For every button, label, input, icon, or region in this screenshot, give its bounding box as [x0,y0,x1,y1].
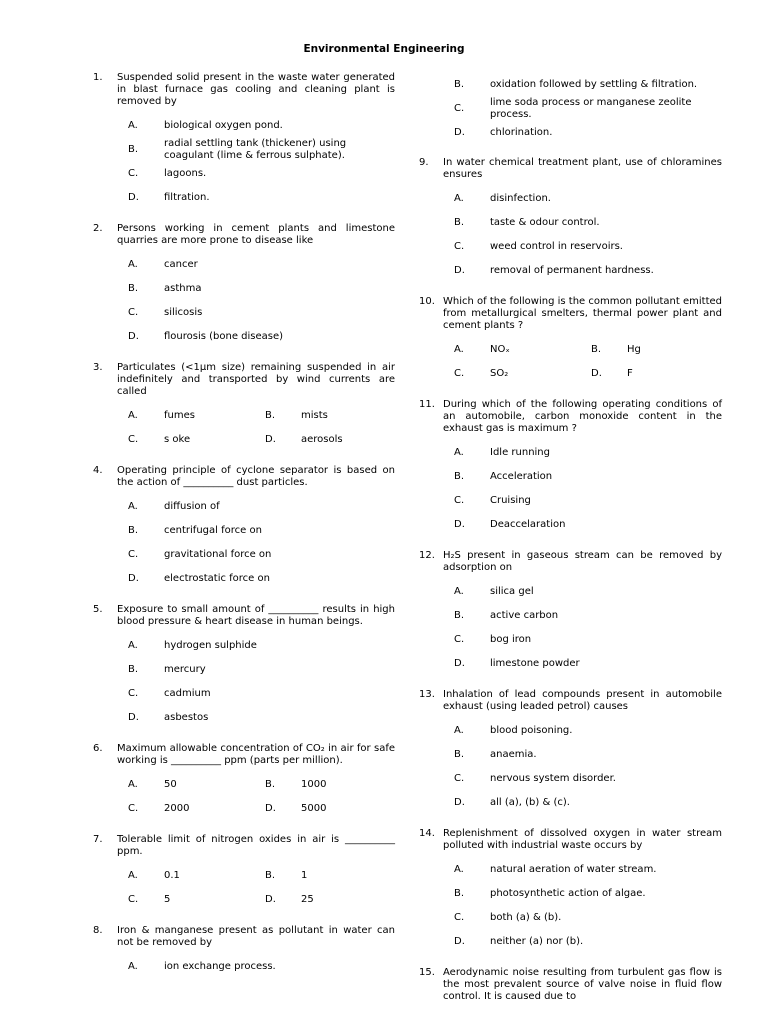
option-letter: D. [265,894,276,905]
question-text: During which of the following operating conditions of an automobile, carbon monoxide content in the exhaust gas is maximum ? [443,399,722,434]
question-stem [419,157,722,181]
option-letter: D. [454,797,465,808]
option-letter: A. [128,961,138,972]
question-text: Tolerable limit of nitrogen oxides in air is __________ ppm. [117,834,395,857]
option-letter: D. [454,658,465,669]
options-list [128,404,395,452]
option-text: Deaccelaration [490,519,566,530]
option-letter: D. [265,803,276,814]
option-letter: A. [454,586,464,597]
question-11 [419,399,722,537]
option-text: active carbon [490,610,559,621]
option-d [454,259,722,283]
options-list [454,719,722,815]
question-6 [93,743,395,821]
option-a [128,253,395,277]
question-number: 13. [419,689,435,700]
option-b [265,404,395,428]
option-letter: D. [454,265,465,276]
option-text: weed control in reservoirs. [490,241,623,252]
option-letter: C. [454,773,465,784]
option-b [128,277,395,301]
question-stem [419,296,722,332]
option-text: asbestos [164,712,209,723]
option-d [128,567,395,591]
question-text: In water chemical treatment plant, use of chloramines ensures [443,157,722,180]
option-a [128,955,395,979]
option-letter: B. [454,217,465,228]
option-text: cadmium [164,688,211,699]
option-text: diffusion of [164,501,220,512]
option-d [128,325,395,349]
option-letter: A. [454,725,464,736]
question-stem [93,465,395,489]
option-text: 2000 [164,803,190,814]
question-number: 12. [419,550,435,561]
option-c [454,628,722,652]
right-column [419,73,722,1016]
option-letter: C. [454,495,465,506]
question-stem [419,550,722,574]
question-text: Persons working in cement plants and limestone quarries are more prone to disease like [117,223,395,246]
option-text: centrifugal force on [164,525,262,536]
options-list [128,634,395,730]
option-text: removal of permanent hardness. [490,265,654,276]
page-title: Environmental Engineering [303,43,465,55]
option-a [454,338,591,362]
option-letter: B. [591,344,602,355]
option-letter: B. [454,79,465,90]
option-d [454,791,722,815]
option-text: all (a), (b) & (c). [490,797,570,808]
option-text: NOₓ [490,344,510,355]
option-b [128,138,395,162]
option-c [128,301,395,325]
option-text: nervous system disorder. [490,773,616,784]
question-text: Which of the following is the common pollutant emitted from metallurgical smelters, thermal power plant and cement plants ? [443,296,722,331]
option-text: 1 [301,870,308,881]
option-letter: B. [265,779,276,790]
question-3 [93,362,395,452]
option-text: both (a) & (b). [490,912,562,923]
option-text: mists [301,410,328,421]
option-letter: C. [128,549,139,560]
question-text: Particulates (<1μm size) remaining suspended in air indefinitely and transported by wind currents are called [117,362,395,397]
option-letter: A. [128,410,138,421]
question-stem [93,72,395,108]
option-letter: D. [454,127,465,138]
options-list [454,580,722,676]
option-text: neither (a) nor (b). [490,936,584,947]
option-letter: A. [454,344,464,355]
option-text: Hg [627,344,641,355]
option-c [454,906,722,930]
option-text: F [627,368,633,379]
option-a [128,773,265,797]
option-letter: A. [128,640,138,651]
question-text: Inhalation of lead compounds present in automobile exhaust (using leaded petrol) causes [443,689,722,712]
question-stem [93,834,395,858]
option-text: oxidation followed by settling & filtration. [490,79,698,90]
question-15 [419,967,722,1003]
option-letter: B. [128,144,139,155]
options-list [454,858,722,954]
question-stem [419,967,722,1003]
question-stem [93,604,395,628]
option-b [454,882,722,906]
option-a [454,187,722,211]
option-c [128,428,265,452]
option-text: flourosis (bone disease) [164,331,284,342]
option-a [454,719,722,743]
option-letter: A. [128,870,138,881]
option-letter: D. [454,936,465,947]
question-8 [93,925,395,979]
question-text: Operating principle of cyclone separator is based on the action of __________ dust particles. [117,465,395,488]
option-b [128,519,395,543]
option-b [128,658,395,682]
option-b [265,864,395,888]
option-letter: C. [128,307,139,318]
option-b [454,211,722,235]
question-number: 15. [419,967,435,978]
option-a [454,580,722,604]
option-d [454,930,722,954]
option-letter: A. [454,193,464,204]
option-b [265,773,395,797]
option-c [454,489,722,513]
question-text: H₂S present in gaseous stream can be removed by adsorption on [443,550,722,573]
option-text: radial settling tank (thickener) using coagulant (lime & ferrous sulphate). [164,138,347,161]
option-b [454,73,722,97]
option-d [265,888,395,912]
option-text: anaemia. [490,749,537,760]
question-stem [93,223,395,247]
question-number: 6. [93,743,103,754]
option-text: 25 [301,894,314,905]
option-letter: C. [128,688,139,699]
question-number: 4. [93,465,103,476]
option-letter: A. [454,864,464,875]
option-d [128,706,395,730]
option-d [454,121,722,145]
options-list [454,187,722,283]
option-letter: A. [128,259,138,270]
option-text: bog iron [490,634,532,645]
question-8-continued-options [454,73,722,145]
option-text: Idle running [490,447,550,458]
option-b [591,338,722,362]
option-letter: C. [454,241,465,252]
option-letter: A. [128,779,138,790]
option-a [454,441,722,465]
option-text: 5 [164,894,171,905]
option-d [454,652,722,676]
options-list [128,114,395,210]
question-number: 8. [93,925,103,936]
option-letter: B. [454,610,465,621]
option-text: electrostatic force on [164,573,270,584]
option-text: filtration. [164,192,210,203]
option-letter: A. [128,501,138,512]
option-a [128,864,265,888]
question-5 [93,604,395,730]
option-text: aerosols [301,434,343,445]
option-c [454,767,722,791]
option-letter: B. [265,410,276,421]
option-letter: B. [454,888,465,899]
options-list [128,955,395,979]
option-text: SO₂ [490,368,509,379]
option-letter: D. [454,519,465,530]
question-7 [93,834,395,912]
question-2 [93,223,395,349]
option-text: cancer [164,259,198,270]
option-text: limestone powder [490,658,580,669]
option-text: taste & odour control. [490,217,600,228]
option-letter: B. [128,664,139,675]
option-letter: C. [454,634,465,645]
question-stem [93,743,395,767]
option-text: 5000 [301,803,327,814]
question-text: Iron & manganese present as pollutant in water can not be removed by [117,925,395,948]
option-letter: D. [128,192,139,203]
question-stem [93,362,395,398]
option-letter: D. [128,573,139,584]
option-c [128,797,265,821]
option-text: disinfection. [490,193,551,204]
question-number: 7. [93,834,103,845]
option-letter: C. [128,168,139,179]
question-stem [419,828,722,852]
option-a [128,634,395,658]
left-column [93,72,395,992]
option-letter: B. [454,471,465,482]
option-c [454,235,722,259]
option-text: silicosis [164,307,203,318]
option-c [454,97,722,121]
options-list [128,253,395,349]
option-a [128,404,265,428]
option-text: gravitational force on [164,549,272,560]
option-d [128,186,395,210]
options-list [454,441,722,537]
question-10 [419,296,722,386]
option-b [454,604,722,628]
option-b [454,743,722,767]
option-text: 1000 [301,779,327,790]
option-d [265,797,395,821]
options-list [454,338,722,386]
option-a [128,114,395,138]
question-text: Replenishment of dissolved oxygen in water stream polluted with industrial waste occurs by [443,828,722,851]
option-text: mercury [164,664,206,675]
question-1 [93,72,395,210]
option-letter: A. [128,120,138,131]
option-letter: B. [128,283,139,294]
option-c [454,362,591,386]
option-letter: C. [454,368,465,379]
option-text: biological oxygen pond. [164,120,283,131]
option-text: Acceleration [490,471,553,482]
option-text: silica gel [490,586,534,597]
question-12 [419,550,722,676]
option-c [128,888,265,912]
question-stem [419,399,722,435]
option-letter: D. [265,434,276,445]
option-text: chlorination. [490,127,553,138]
option-letter: A. [454,447,464,458]
option-letter: C. [128,434,139,445]
option-letter: D. [128,331,139,342]
question-9 [419,157,722,283]
options-list [128,495,395,591]
option-letter: C. [128,803,139,814]
question-4 [93,465,395,591]
question-text: Aerodynamic noise resulting from turbulent gas flow is the most prevalent source of valve noise in fluid flow control. It is caused due to [443,967,722,1002]
question-text: Exposure to small amount of __________ results in high blood pressure & heart disease in human beings. [117,604,395,627]
option-letter: D. [591,368,602,379]
option-text: photosynthetic action of algae. [490,888,646,899]
option-text: ion exchange process. [164,961,276,972]
question-number: 3. [93,362,103,373]
option-b [454,465,722,489]
option-letter: D. [128,712,139,723]
option-text: natural aeration of water stream. [490,864,657,875]
question-number: 1. [93,72,103,83]
option-text: Cruising [490,495,531,506]
option-text: lagoons. [164,168,207,179]
question-13 [419,689,722,815]
options-list [128,773,395,821]
question-text: Suspended solid present in the waste water generated in blast furnace gas cooling and cleaning plant is removed by [117,72,395,107]
question-14 [419,828,722,954]
option-d [591,362,722,386]
question-number: 9. [419,157,429,168]
question-stem [93,925,395,949]
option-text: hydrogen sulphide [164,640,257,651]
option-a [128,495,395,519]
option-d [265,428,395,452]
option-letter: C. [454,912,465,923]
question-stem [419,689,722,713]
option-text: blood poisoning. [490,725,573,736]
option-c [128,682,395,706]
option-text: lime soda process or manganese zeolite process. [490,97,692,120]
question-text: Maximum allowable concentration of CO₂ in air for safe working is __________ ppm (parts per million). [117,743,395,766]
option-text: 0.1 [164,870,180,881]
option-text: 50 [164,779,177,790]
option-text: s oke [164,434,191,445]
option-c [128,543,395,567]
options-list [128,864,395,912]
option-letter: B. [454,749,465,760]
question-number: 11. [419,399,435,410]
option-letter: C. [128,894,139,905]
option-a [454,858,722,882]
option-d [454,513,722,537]
question-number: 5. [93,604,103,615]
question-number: 14. [419,828,435,839]
option-text: asthma [164,283,202,294]
option-letter: C. [454,103,465,114]
option-letter: B. [128,525,139,536]
option-c [128,162,395,186]
option-text: fumes [164,410,195,421]
option-letter: B. [265,870,276,881]
question-number: 10. [419,296,435,307]
question-number: 2. [93,223,103,234]
